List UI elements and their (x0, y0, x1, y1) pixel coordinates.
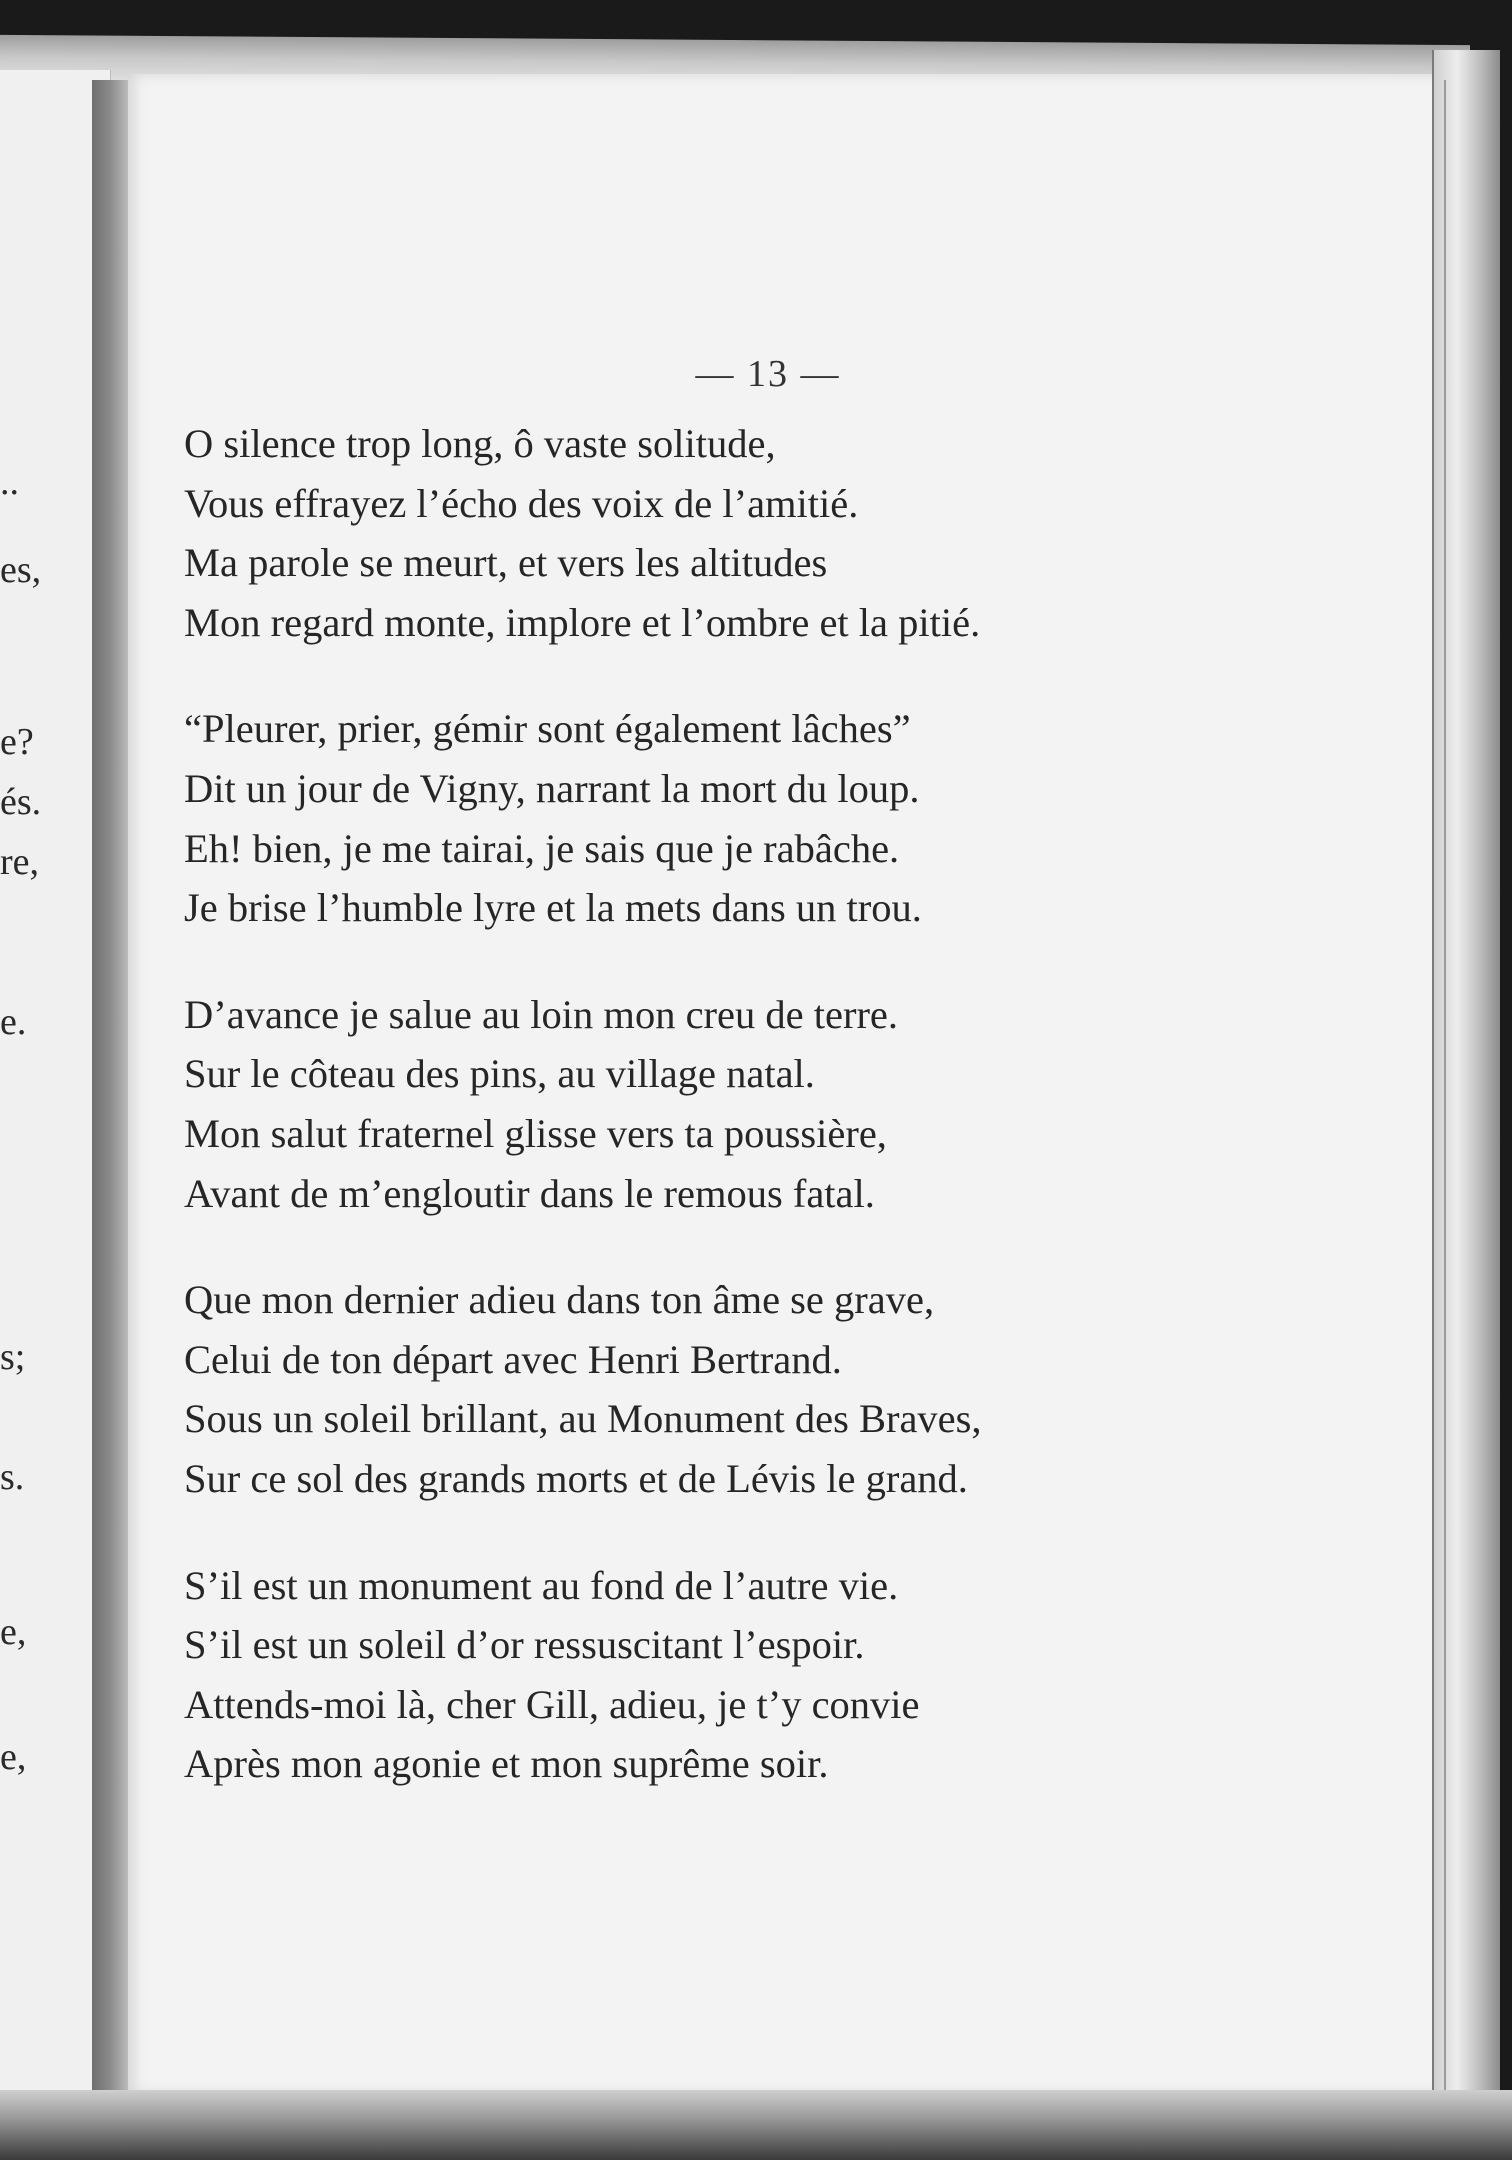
left-page-fragment: s; (0, 1336, 26, 1378)
poem-line: Ma parole se meurt, et vers les altitudes (184, 540, 828, 586)
poem-line: Eh! bien, je me tairai, je sais que je rabâche. (184, 825, 900, 871)
left-page-fragment: e, (0, 1736, 27, 1778)
stanza-4 (184, 1270, 1414, 1508)
left-page-fragment: es, (0, 549, 42, 591)
poem-line: Avant de m’engloutir dans le remous fatal. (184, 1170, 875, 1216)
poem-line: O silence trop long, ô vaste solitude, (184, 421, 776, 466)
poem-line: Après mon agonie et mon suprême soir. (184, 1741, 829, 1787)
poem (184, 414, 1414, 1841)
stanza-3 (184, 985, 1414, 1223)
poem-line: Celui de ton départ avec Henri Bertrand. (184, 1336, 842, 1382)
poem-line: Mon regard monte, implore et l’ombre et la pitié. (184, 599, 981, 645)
left-page-fragment: .. (0, 461, 19, 503)
left-page-fragment: s. (0, 1456, 25, 1498)
left-page-fragment: e, (0, 1611, 27, 1653)
left-page-fragment: e. (0, 1001, 27, 1043)
stanza-2 (184, 699, 1414, 937)
left-page-fragment: és. (0, 781, 42, 823)
book-bottom-edge (0, 2090, 1512, 2160)
poem-line: S’il est un monument au fond de l’autre vie. (184, 1562, 899, 1608)
poem-line: Mon salut fraternel glisse vers ta poussière, (184, 1110, 887, 1156)
book-right-board (1432, 50, 1500, 2130)
poem-line: Que mon dernier adieu dans ton âme se grave, (184, 1277, 935, 1323)
poem-line: Vous effrayez l’écho des voix de l’amitié. (184, 480, 859, 526)
stanza-1 (184, 414, 1414, 652)
left-page-fragment: re, (0, 841, 40, 883)
poem-line: Sous un soleil brillant, au Monument des Braves, (184, 1396, 982, 1442)
poem-line: D’avance je salue au loin mon creu de terre. (184, 991, 899, 1037)
poem-line: S’il est un soleil d’or ressuscitant l’espoir. (184, 1622, 865, 1668)
poem-line: Sur le côteau des pins, au village natal. (184, 1051, 815, 1097)
poem-line: Je brise l’humble lyre et la mets dans un trou. (184, 885, 922, 931)
poem-line: Attends-moi là, cher Gill, adieu, je t’y convie (184, 1681, 920, 1727)
poem-line: Dit un jour de Vigny, narrant la mort du loup. (184, 765, 920, 811)
left-page-fragment: e? (0, 721, 34, 763)
poem-line: Sur ce sol des grands morts et de Lévis le grand. (184, 1455, 968, 1501)
stanza-5 (184, 1556, 1414, 1794)
poem-line: “Pleurer, prier, gémir sont également lâches” (184, 706, 911, 752)
page-number: — 13 — (695, 353, 841, 395)
